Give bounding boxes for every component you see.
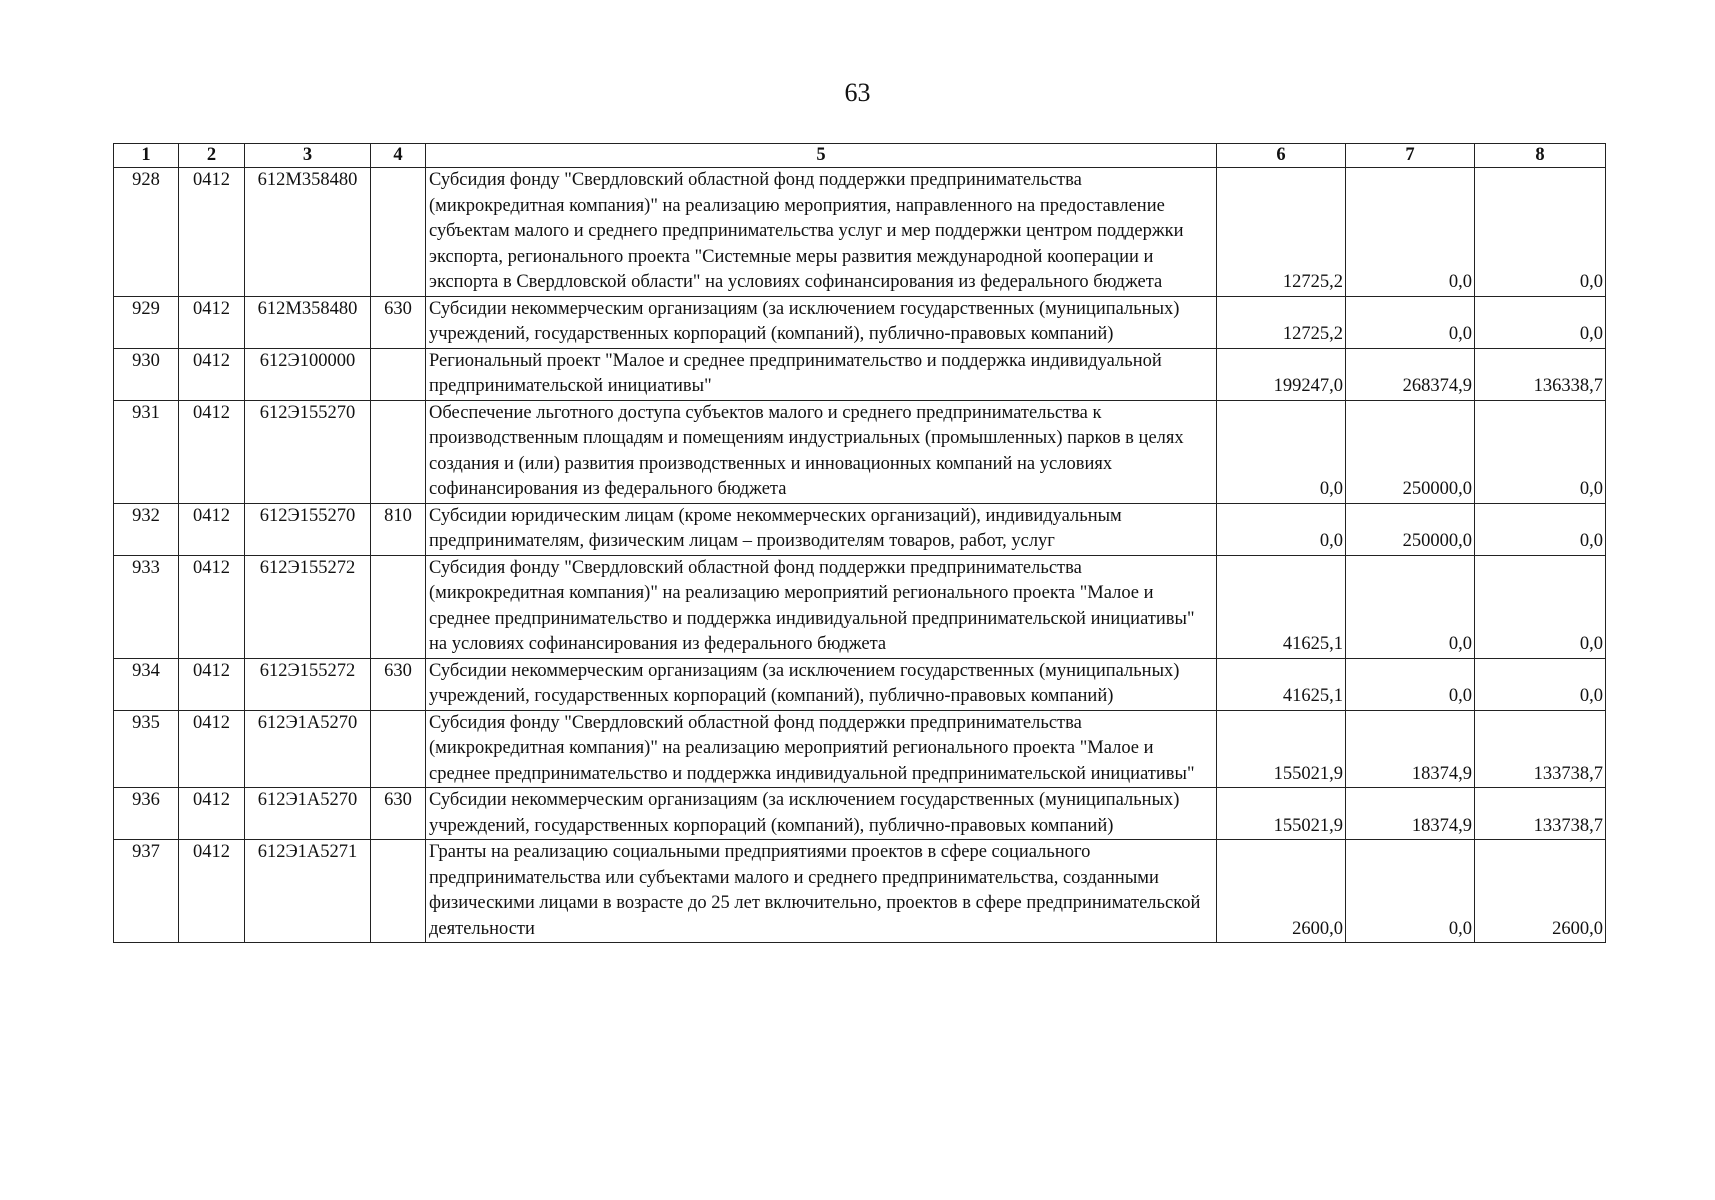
row-number: 929 xyxy=(114,296,179,348)
target-article-code: 612Э1А5270 xyxy=(245,788,371,840)
section-code: 0412 xyxy=(179,503,245,555)
amount-col-7: 250000,0 xyxy=(1346,400,1475,503)
expense-type-code: 630 xyxy=(371,788,426,840)
column-header-7: 7 xyxy=(1346,144,1475,168)
amount-col-8: 0,0 xyxy=(1475,503,1606,555)
amount-col-8: 0,0 xyxy=(1475,555,1606,658)
column-header-8: 8 xyxy=(1475,144,1606,168)
target-article-code: 612Э1А5270 xyxy=(245,710,371,788)
amount-col-6: 0,0 xyxy=(1217,400,1346,503)
row-number: 933 xyxy=(114,555,179,658)
table-row xyxy=(114,658,1606,710)
row-description: Региональный проект "Малое и среднее предпринимательство и поддержка индивидуальной предпринимательской инициативы" xyxy=(426,348,1217,400)
table-row xyxy=(114,555,1606,658)
amount-col-6: 199247,0 xyxy=(1217,348,1346,400)
row-description: Субсидии некоммерческим организациям (за исключением государственных (муниципальных) учреждений, государственных корпораций (компаний), публично-правовых компаний) xyxy=(426,658,1217,710)
section-code: 0412 xyxy=(179,400,245,503)
amount-col-8: 133738,7 xyxy=(1475,788,1606,840)
amount-col-6: 41625,1 xyxy=(1217,658,1346,710)
amount-col-8: 0,0 xyxy=(1475,296,1606,348)
row-number: 936 xyxy=(114,788,179,840)
row-number: 934 xyxy=(114,658,179,710)
table-row xyxy=(114,348,1606,400)
amount-col-7: 250000,0 xyxy=(1346,503,1475,555)
row-description: Субсидии юридическим лицам (кроме некоммерческих организаций), индивидуальным предпринимателям, физическим лицам – производителям товаров, работ, услуг xyxy=(426,503,1217,555)
budget-table xyxy=(113,143,1606,943)
target-article-code: 612Э1А5271 xyxy=(245,840,371,943)
row-description: Субсидия фонду "Свердловский областной фонд поддержки предпринимательства (микрокредитная компания)" на реализацию мероприятий регионального проекта "Малое и среднее предпринимательство и поддержка индивидуальной предпринимательской инициативы" xyxy=(426,710,1217,788)
row-description: Субсидии некоммерческим организациям (за исключением государственных (муниципальных) учреждений, государственных корпораций (компаний), публично-правовых компаний) xyxy=(426,788,1217,840)
row-number: 937 xyxy=(114,840,179,943)
section-code: 0412 xyxy=(179,788,245,840)
target-article-code: 612Э155270 xyxy=(245,503,371,555)
target-article-code: 612Э155272 xyxy=(245,658,371,710)
table-row xyxy=(114,400,1606,503)
page-number: 63 xyxy=(844,78,871,107)
row-number: 932 xyxy=(114,503,179,555)
target-article-code: 612Э155270 xyxy=(245,400,371,503)
row-description: Субсидия фонду "Свердловский областной фонд поддержки предпринимательства (микрокредитная компания)" на реализацию мероприятий регионального проекта "Малое и среднее предпринимательство и поддержка индивидуальной предпринимательской инициативы" на условиях софинансирования из федерального бюджета xyxy=(426,555,1217,658)
target-article-code: 612М358480 xyxy=(245,296,371,348)
column-header-6: 6 xyxy=(1217,144,1346,168)
column-header-4: 4 xyxy=(371,144,426,168)
row-number: 931 xyxy=(114,400,179,503)
amount-col-7: 18374,9 xyxy=(1346,788,1475,840)
row-number: 935 xyxy=(114,710,179,788)
table-row xyxy=(114,840,1606,943)
expense-type-code xyxy=(371,348,426,400)
expense-type-code xyxy=(371,555,426,658)
amount-col-7: 0,0 xyxy=(1346,168,1475,297)
section-code: 0412 xyxy=(179,348,245,400)
amount-col-8: 133738,7 xyxy=(1475,710,1606,788)
table-row xyxy=(114,503,1606,555)
amount-col-7: 0,0 xyxy=(1346,840,1475,943)
row-description: Обеспечение льготного доступа субъектов малого и среднего предпринимательства к производственным площадям и помещениям индустриальных (промышленных) парков в целях создания и (или) развития производственных и инновационных компаний на условиях софинансирования из федерального бюджета xyxy=(426,400,1217,503)
amount-col-6: 155021,9 xyxy=(1217,788,1346,840)
amount-col-7: 268374,9 xyxy=(1346,348,1475,400)
amount-col-6: 0,0 xyxy=(1217,503,1346,555)
row-number: 928 xyxy=(114,168,179,297)
section-code: 0412 xyxy=(179,840,245,943)
section-code: 0412 xyxy=(179,555,245,658)
amount-col-7: 18374,9 xyxy=(1346,710,1475,788)
expense-type-code: 810 xyxy=(371,503,426,555)
header-row xyxy=(114,144,1606,168)
amount-col-6: 12725,2 xyxy=(1217,296,1346,348)
target-article-code: 612Э100000 xyxy=(245,348,371,400)
amount-col-7: 0,0 xyxy=(1346,555,1475,658)
target-article-code: 612Э155272 xyxy=(245,555,371,658)
target-article-code: 612М358480 xyxy=(245,168,371,297)
table-row xyxy=(114,788,1606,840)
amount-col-8: 0,0 xyxy=(1475,658,1606,710)
expense-type-code xyxy=(371,400,426,503)
amount-col-6: 2600,0 xyxy=(1217,840,1346,943)
amount-col-8: 0,0 xyxy=(1475,168,1606,297)
amount-col-8: 136338,7 xyxy=(1475,348,1606,400)
column-header-5: 5 xyxy=(426,144,1217,168)
table-row xyxy=(114,710,1606,788)
expense-type-code: 630 xyxy=(371,658,426,710)
column-header-3: 3 xyxy=(245,144,371,168)
column-header-2: 2 xyxy=(179,144,245,168)
expense-type-code xyxy=(371,840,426,943)
row-description: Субсидии некоммерческим организациям (за исключением государственных (муниципальных) учреждений, государственных корпораций (компаний), публично-правовых компаний) xyxy=(426,296,1217,348)
expense-type-code: 630 xyxy=(371,296,426,348)
row-description: Гранты на реализацию социальными предприятиями проектов в сфере социального предпринимательства или субъектами малого и среднего предпринимательства, созданными физическими лицами в возрасте до 25 лет включительно, проектов в сфере предпринимательской деятельности xyxy=(426,840,1217,943)
column-header-1: 1 xyxy=(114,144,179,168)
section-code: 0412 xyxy=(179,168,245,297)
table-row xyxy=(114,296,1606,348)
amount-col-6: 41625,1 xyxy=(1217,555,1346,658)
amount-col-8: 0,0 xyxy=(1475,400,1606,503)
amount-col-6: 12725,2 xyxy=(1217,168,1346,297)
section-code: 0412 xyxy=(179,658,245,710)
row-description: Субсидия фонду "Свердловский областной фонд поддержки предпринимательства (микрокредитная компания)" на реализацию мероприятия, направленного на предоставление субъектам малого и среднего предпринимательства услуг и мер поддержки центром поддержки экспорта, регионального проекта "Системные меры развития международной кооперации и экспорта в Свердловской области" на условиях софинансирования из федерального бюджета xyxy=(426,168,1217,297)
row-number: 930 xyxy=(114,348,179,400)
section-code: 0412 xyxy=(179,710,245,788)
table-row xyxy=(114,168,1606,297)
amount-col-8: 2600,0 xyxy=(1475,840,1606,943)
amount-col-7: 0,0 xyxy=(1346,658,1475,710)
amount-col-7: 0,0 xyxy=(1346,296,1475,348)
amount-col-6: 155021,9 xyxy=(1217,710,1346,788)
section-code: 0412 xyxy=(179,296,245,348)
expense-type-code xyxy=(371,168,426,297)
expense-type-code xyxy=(371,710,426,788)
